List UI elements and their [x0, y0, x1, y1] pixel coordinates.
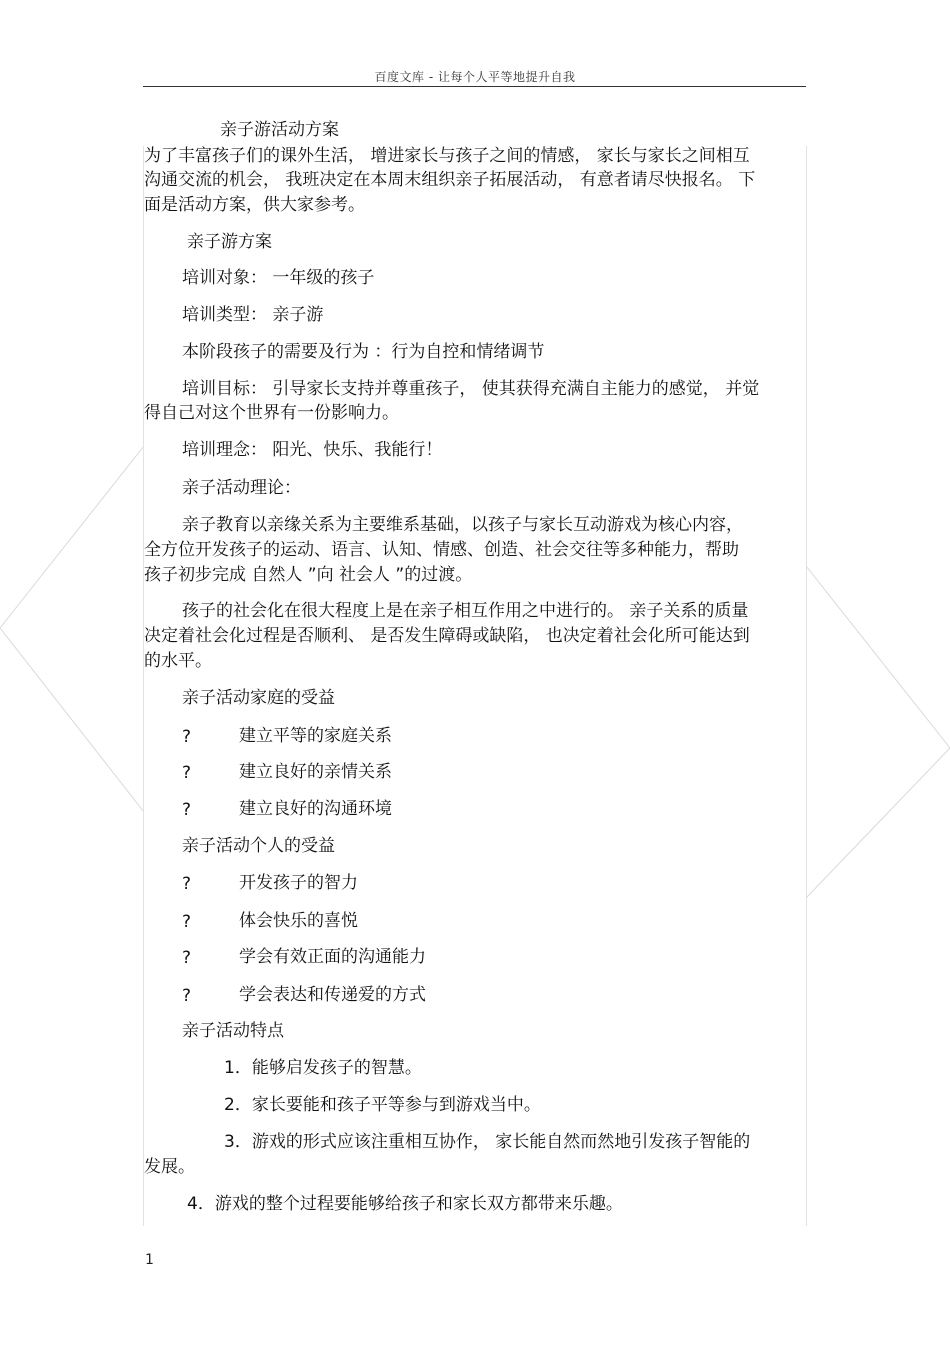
- theory-p1-line: 孩子初步完成 自然人 ”向 社会人 ”的过渡。: [144, 565, 473, 585]
- theory-p2-line: 的水平。: [144, 651, 212, 671]
- training-type: 培训类型： 亲子游: [182, 305, 324, 325]
- personal-benefit-item: 学会有效正面的沟通能力: [239, 947, 426, 967]
- bullet-mark: ?: [182, 763, 192, 783]
- theory-p1-line: 亲子教育以亲缘关系为主要维系基础，以孩子与家长互动游戏为核心内容，: [182, 515, 743, 535]
- theory-title: 亲子活动理论：: [182, 478, 301, 498]
- training-goal-line: 培训目标： 引导家长支持并尊重孩子， 使其获得充满自主能力的感觉， 并觉: [182, 379, 760, 399]
- intro-line: 沟通交流的机会， 我班决定在本周末组织亲子拓展活动， 有意者请尽快报名。 下: [144, 170, 756, 190]
- theory-p2-line: 决定着社会化过程是否顺利、 是否发生障碍或缺陷， 也决定着社会化所可能达到: [144, 626, 750, 646]
- feature-item: 4．游戏的整个过程要能够给孩子和家长双方都带来乐趣。: [187, 1194, 623, 1214]
- bullet-mark: ?: [182, 874, 192, 894]
- feature-item-continued: 发展。: [144, 1157, 195, 1177]
- doc-title: 亲子游活动方案: [220, 120, 339, 140]
- training-concept: 培训理念： 阳光、快乐、我能行！: [182, 440, 443, 460]
- page-number: 1: [145, 1252, 154, 1268]
- feature-item: 1．能够启发孩子的智慧。: [224, 1058, 422, 1078]
- feature-item: 2．家长要能和孩子平等参与到游戏当中。: [224, 1095, 541, 1115]
- personal-benefit-item: 体会快乐的喜悦: [239, 911, 358, 931]
- family-benefit-item: 建立良好的沟通环境: [239, 799, 392, 819]
- family-benefit-item: 建立平等的家庭关系: [239, 726, 392, 746]
- personal-benefits-title: 亲子活动个人的受益: [182, 836, 335, 856]
- bullet-mark: ?: [182, 800, 192, 820]
- personal-benefit-item: 学会表达和传递爱的方式: [239, 985, 426, 1005]
- theory-p2-line: 孩子的社会化在很大程度上是在亲子相互作用之中进行的。 亲子关系的质量: [182, 601, 749, 621]
- bullet-mark: ?: [182, 727, 192, 747]
- bullet-mark: ?: [182, 986, 192, 1006]
- intro-line: 面是活动方案，供大家参考。: [144, 195, 365, 215]
- bullet-mark: ?: [182, 912, 192, 932]
- frame-left-line: [143, 146, 144, 1226]
- training-target: 培训对象： 一年级的孩子: [182, 268, 375, 288]
- feature-item: 3．游戏的形式应该注重相互协作， 家长能自然而然地引发孩子智能的: [224, 1132, 751, 1152]
- personal-benefit-item: 开发孩子的智力: [239, 873, 358, 893]
- training-goal-line: 得自己对这个世界有一份影响力。: [144, 403, 399, 423]
- intro-line: 为了丰富孩子们的课外生活， 增进家长与孩子之间的情感， 家长与家长之间相互: [144, 146, 750, 166]
- header-text: 百度文库 - 让每个人平等地提升自我: [374, 70, 576, 84]
- features-title: 亲子活动特点: [182, 1021, 284, 1041]
- theory-p1-line: 全方位开发孩子的运动、语言、认知、情感、创造、社会交往等多种能力，帮助: [144, 540, 739, 560]
- plan-title: 亲子游方案: [187, 232, 272, 252]
- bullet-mark: ?: [182, 948, 192, 968]
- family-benefits-title: 亲子活动家庭的受益: [182, 688, 335, 708]
- stage-needs: 本阶段孩子的需要及行为 ：行为自控和情绪调节: [182, 342, 545, 362]
- family-benefit-item: 建立良好的亲情关系: [239, 762, 392, 782]
